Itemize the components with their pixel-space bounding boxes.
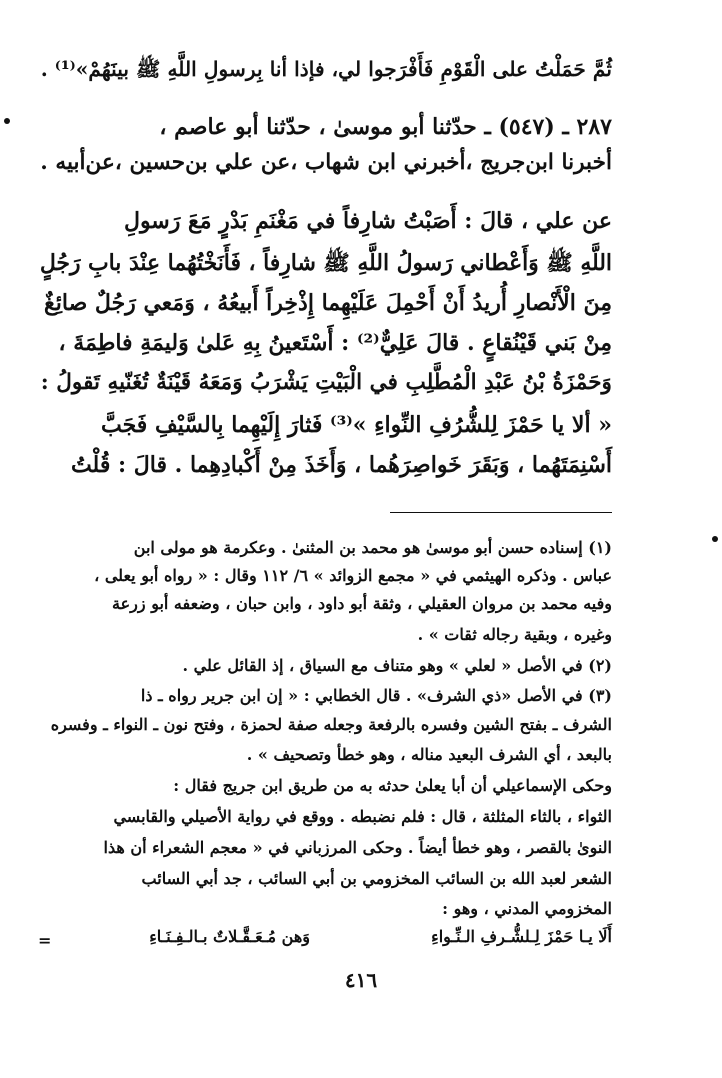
right-margin-mark xyxy=(712,536,718,542)
hadith-matn-line: مِنْ بَني قَيْنُقاعٍ . قالَ عَلِيٌّ⁽²⁾ : أَسْتَعينُ بِهِ عَلىٰ وَليمَةِ فاطِمَةَ ، xyxy=(58,330,612,356)
hadith-isnad-line: ٢٨٧ ـ (٥٤٧) ـ حدّثنا أبو موسىٰ ، حدّثنا أبو عاصم ، xyxy=(159,114,612,140)
hadith-matn-line: مِنَ الْأَنْصارِ أُريدُ أَنْ أَحْمِلَ عَلَيْهِما إِذْخِراً أَبيعُهُ ، وَمَعي رَجُلٌ صائِغٌ xyxy=(44,290,612,316)
footnote-line: وفيه محمد بن مروان العقيلي ، وثقة أبو داود ، وابن حبان ، وضعفه أبو زرعة xyxy=(112,594,612,613)
verse-second-hemistich: وَهن مُـعَـقَّـلاتٌ بـالـفِـنَـاءِ xyxy=(149,927,310,946)
footnote-line: الثواء ، بالثاء المثلثة ، قال : فلم نضبطه . ووقع في رواية الأصيلي والقابسي xyxy=(113,807,612,826)
footnote-line: بالبعد ، أي الشرف البعيد مناله ، وهو خطأ وتصحيف » . xyxy=(246,745,612,764)
hadith-matn-line: عن علي ، قالَ : أَصَبْتُ شارِفاً في مَغْنَمِ بَدْرٍ مَعَ رَسولِ xyxy=(123,208,612,234)
footnote-line: وحكى الإسماعيلي أن أبا يعلىٰ حدثه به من طريق ابن جريج فقال : xyxy=(173,776,612,795)
hadith-matn-line: أَسْنِمَتَهُما ، وَبَقَرَ خَواصِرَهُما ، وَأَخَذَ مِنْ أَكْبادِهِما . قالَ : قُلْتُ xyxy=(70,452,612,478)
page-number: ٤١٦ xyxy=(344,968,378,992)
footnote-line: (٣) في الأصل «ذي الشرف» . قال الخطابي : « إن ابن جرير رواه ـ ذا xyxy=(140,686,612,705)
footnote-line: (٢) في الأصل « لعلي » وهو متناف مع السياق ، إذ القائل علي . xyxy=(182,656,612,675)
footnote-line: الشرف ـ بفتح الشين وفسره بالرفعة وجعله صفة لحمزة ، وفتح نون ـ النواء ـ وفسره xyxy=(50,715,612,734)
verse-first-hemistich: أَلَا يـا حَمْزَ لِـلشُّـرفِ الـنِّـواءِ xyxy=(431,927,612,946)
footnote-line: وغيره ، وبقية رجاله ثقات » . xyxy=(417,625,612,644)
hadith-isnad-line: أخبرنا ابن‌جريج ،أخبرني ابن شهاب ،عن علي بن‌حسين ،عن‌أبيه . xyxy=(40,150,612,175)
left-margin-mark xyxy=(4,118,10,124)
footnote-line: عباس . وذكره الهيثمي في « مجمع الزوائد » ٦/ ١١٢ وقال : « رواه أبو يعلى ، xyxy=(94,566,612,585)
footnote-line: النوىٰ بالقصر ، وهو خطأ أيضاً . وحكى المرزباني في « معجم الشعراء أن هذا xyxy=(103,838,612,857)
prev-hadith-end-line: ثُمَّ حَمَلْتُ على الْقَوْمِ فَأَفْرَجوا لي، فإذا أنا بِرسولِ اللَّهِ ﷺ بينَهُمْ»⁽¹⁾ . xyxy=(40,57,612,81)
footnote-line: الشعر لعبد الله بن السائب المخزومي بن أبي السائب ، جد أبي السائب xyxy=(141,869,612,888)
footnote-separator xyxy=(390,512,612,513)
hadith-matn-line: « ألا يا حَمْزَ لِلشُّرُفِ النِّواءِ »⁽³⁾ فَثارَ إِلَيْهِما بِالسَّيْفِ فَجَبَّ xyxy=(100,412,612,438)
footnote-line: (١) إسناده حسن أبو موسىٰ هو محمد بن المثنىٰ . وعكرمة هو مولى ابن xyxy=(133,538,612,557)
continuation-mark: = xyxy=(38,931,52,950)
footnote-line: المخزومي المدني ، وهو : xyxy=(442,899,612,918)
hadith-matn-line: اللَّهِ ﷺ وَأَعْطاني رَسولُ اللَّهِ ﷺ شارِفاً ، فَأَنَخْتُهُما عِنْدَ بابِ رَجُلٍ xyxy=(39,250,612,276)
hadith-matn-line: وَحَمْزَةُ بْنُ عَبْدِ الْمُطَّلِبِ في الْبَيْتِ يَشْرَبُ وَمَعَهُ قَيْنَةٌ تُغَنّيهِ تَقولُ : xyxy=(40,370,612,395)
